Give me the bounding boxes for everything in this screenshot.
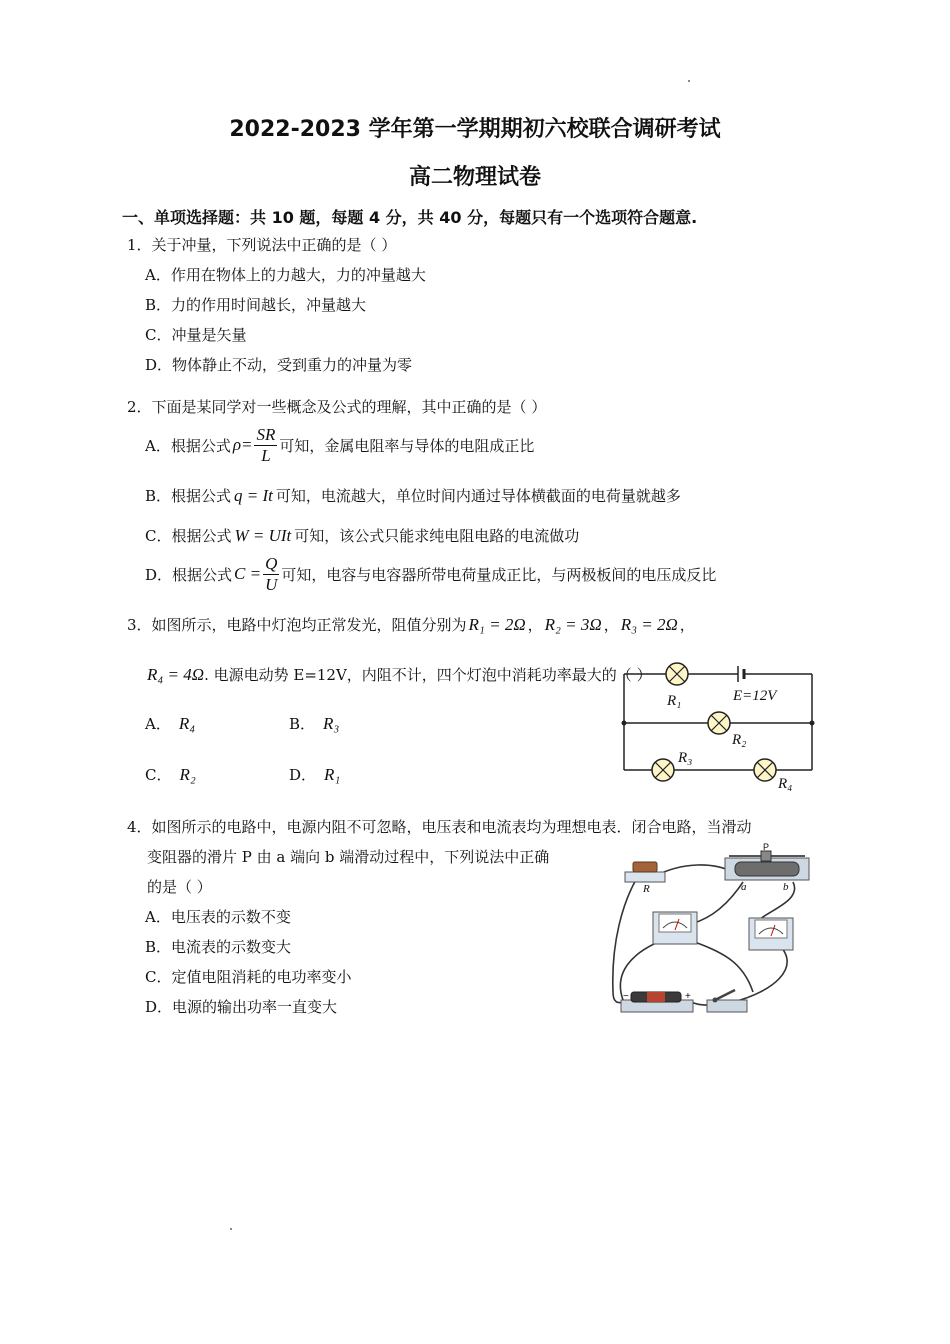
label-p: P [763,842,770,852]
formula: W = UIt [234,526,292,545]
fraction [263,554,279,595]
battery-icon [738,666,748,682]
label-plus: + [685,991,691,1002]
label-minus: − [623,991,629,1002]
question-3-option-c [145,764,196,785]
question-1-option-b: B．力的作用时间越长，冲量越大 [145,296,367,314]
label-a: a [741,881,747,893]
battery-icon [621,992,693,1012]
option-c-suffix: 可知，该公式只能求纯电阻电路的电流做功 [294,527,580,545]
scan-dot [688,80,690,82]
question-4-option-c: C．定值电阻消耗的电功率变小 [145,968,352,986]
rheostat-icon [725,851,809,880]
question-3-option-b [289,713,339,734]
question-4-stem-line2: 变阻器的滑片 P 由 a 端向 b 端滑动过程中，下列说法中正确 [147,848,550,866]
meter-left-icon [653,912,697,944]
lamp-r2-icon [708,712,730,734]
question-3-option-a [145,713,195,734]
fraction-denominator: U [265,574,278,594]
question-3-option-d [289,764,340,785]
option-c-prefix: C．根据公式 [145,527,232,545]
label-r4: R₄ [778,776,793,792]
option-label: C． [145,766,172,784]
question-4-option-a: A．电压表的示数不变 [145,908,291,926]
exam-subtitle: 高二物理试卷 [408,165,541,190]
lamp-r4-icon [754,759,776,781]
apparatus-diagram-q4 [603,842,825,1017]
question-4-option-d: D．电源的输出功率一直变大 [145,998,338,1016]
question-1-option-c: C．冲量是矢量 [145,326,247,344]
junction-dot [810,721,815,726]
meter-right-icon [749,918,793,950]
resistor-icon [625,862,665,882]
question-1-stem: 1．关于冲量，下列说法中正确的是（ ） [127,236,397,254]
option-b-suffix: 可知，电流越大，单位时间内通过导体横截面的电荷量就越多 [275,487,681,505]
label-b: b [783,881,789,893]
r3-value: R₃ = 2Ω [620,615,678,634]
r1-value: R₁ = 2Ω [468,615,526,634]
option-d-prefix: D．根据公式 [145,565,233,584]
option-label: B． [289,715,316,733]
question-3-stem-line1: 3．如图所示，电路中灯泡均正常发光，阻值分别为 R₁ = 2Ω ， R₂ = 3Ω ， R₃ = 2Ω ， [127,615,695,634]
exam-title: 2022-2023 学年第一学期期初六校联合调研考试 [229,117,721,142]
section-heading: 一、单项选择题：共 10 题，每题 4 分，共 40 分，每题只有一个选项符合题意. [122,208,698,227]
option-value: R₄ [178,714,196,733]
option-label: A． [145,715,171,733]
option-label: D． [289,766,317,784]
question-2-stem: 2．下面是某同学对一些概念及公式的理解，其中正确的是（ ） [127,398,547,416]
stem-text: . 电源电动势 E=12V，内阻不计，四个灯泡中消耗功率最大的（ ） [204,666,652,684]
label-r: R [643,883,650,895]
question-4-stem-line3: 的是（ ） [147,878,212,896]
circuit-diagram-q3 [620,660,820,795]
question-2-option-b [145,485,681,506]
formula-lhs: ρ= [232,435,253,454]
option-value: R₂ [179,765,196,784]
option-a-prefix: A．根据公式 [145,436,231,455]
question-2-option-c [145,525,579,546]
option-a-suffix: 可知，金属电阻率与导体的电阻成正比 [279,436,535,455]
label-r1: R₁ [667,693,682,709]
question-4-option-b: B．电流表的示数变大 [145,938,292,956]
fraction [254,425,277,466]
label-e: E=12V [733,688,777,704]
label-r2: R₂ [732,732,747,748]
option-b-prefix: B．根据公式 [145,487,232,505]
scan-dot [230,1228,232,1230]
question-1-option-a: A．作用在物体上的力越大，力的冲量越大 [145,266,426,284]
option-value: R₁ [324,765,341,784]
fraction-numerator: SR [256,424,276,444]
option-d-suffix: 可知，电容与电容器所带电荷量成正比，与两极板间的电压成反比 [281,565,717,584]
formula-lhs: C = [234,564,262,583]
junction-dot [622,721,627,726]
formula: q = It [234,486,273,505]
question-2-option-a [145,421,534,469]
fraction-numerator: Q [265,553,278,573]
question-3-stem-line2 [147,664,652,685]
question-4-stem-line1: 4．如图所示的电路中，电源内阻不可忽略，电压表和电流表均为理想电表．闭合电路，当滑动 [127,818,752,836]
lamp-r1-icon [666,663,688,685]
label-r3: R₃ [678,750,693,766]
question-2-option-d [145,550,716,598]
option-value: R₃ [323,714,340,733]
stem-text: 3．如图所示，电路中灯泡均正常发光，阻值分别为 [127,616,467,634]
lamp-r3-icon [652,759,674,781]
r4-value: R₄ = 4Ω [147,665,205,684]
question-1-option-d: D．物体静止不动，受到重力的冲量为零 [145,356,413,374]
switch-icon [707,990,747,1012]
fraction-denominator: L [261,445,271,465]
r2-value: R₂ = 3Ω [544,615,602,634]
